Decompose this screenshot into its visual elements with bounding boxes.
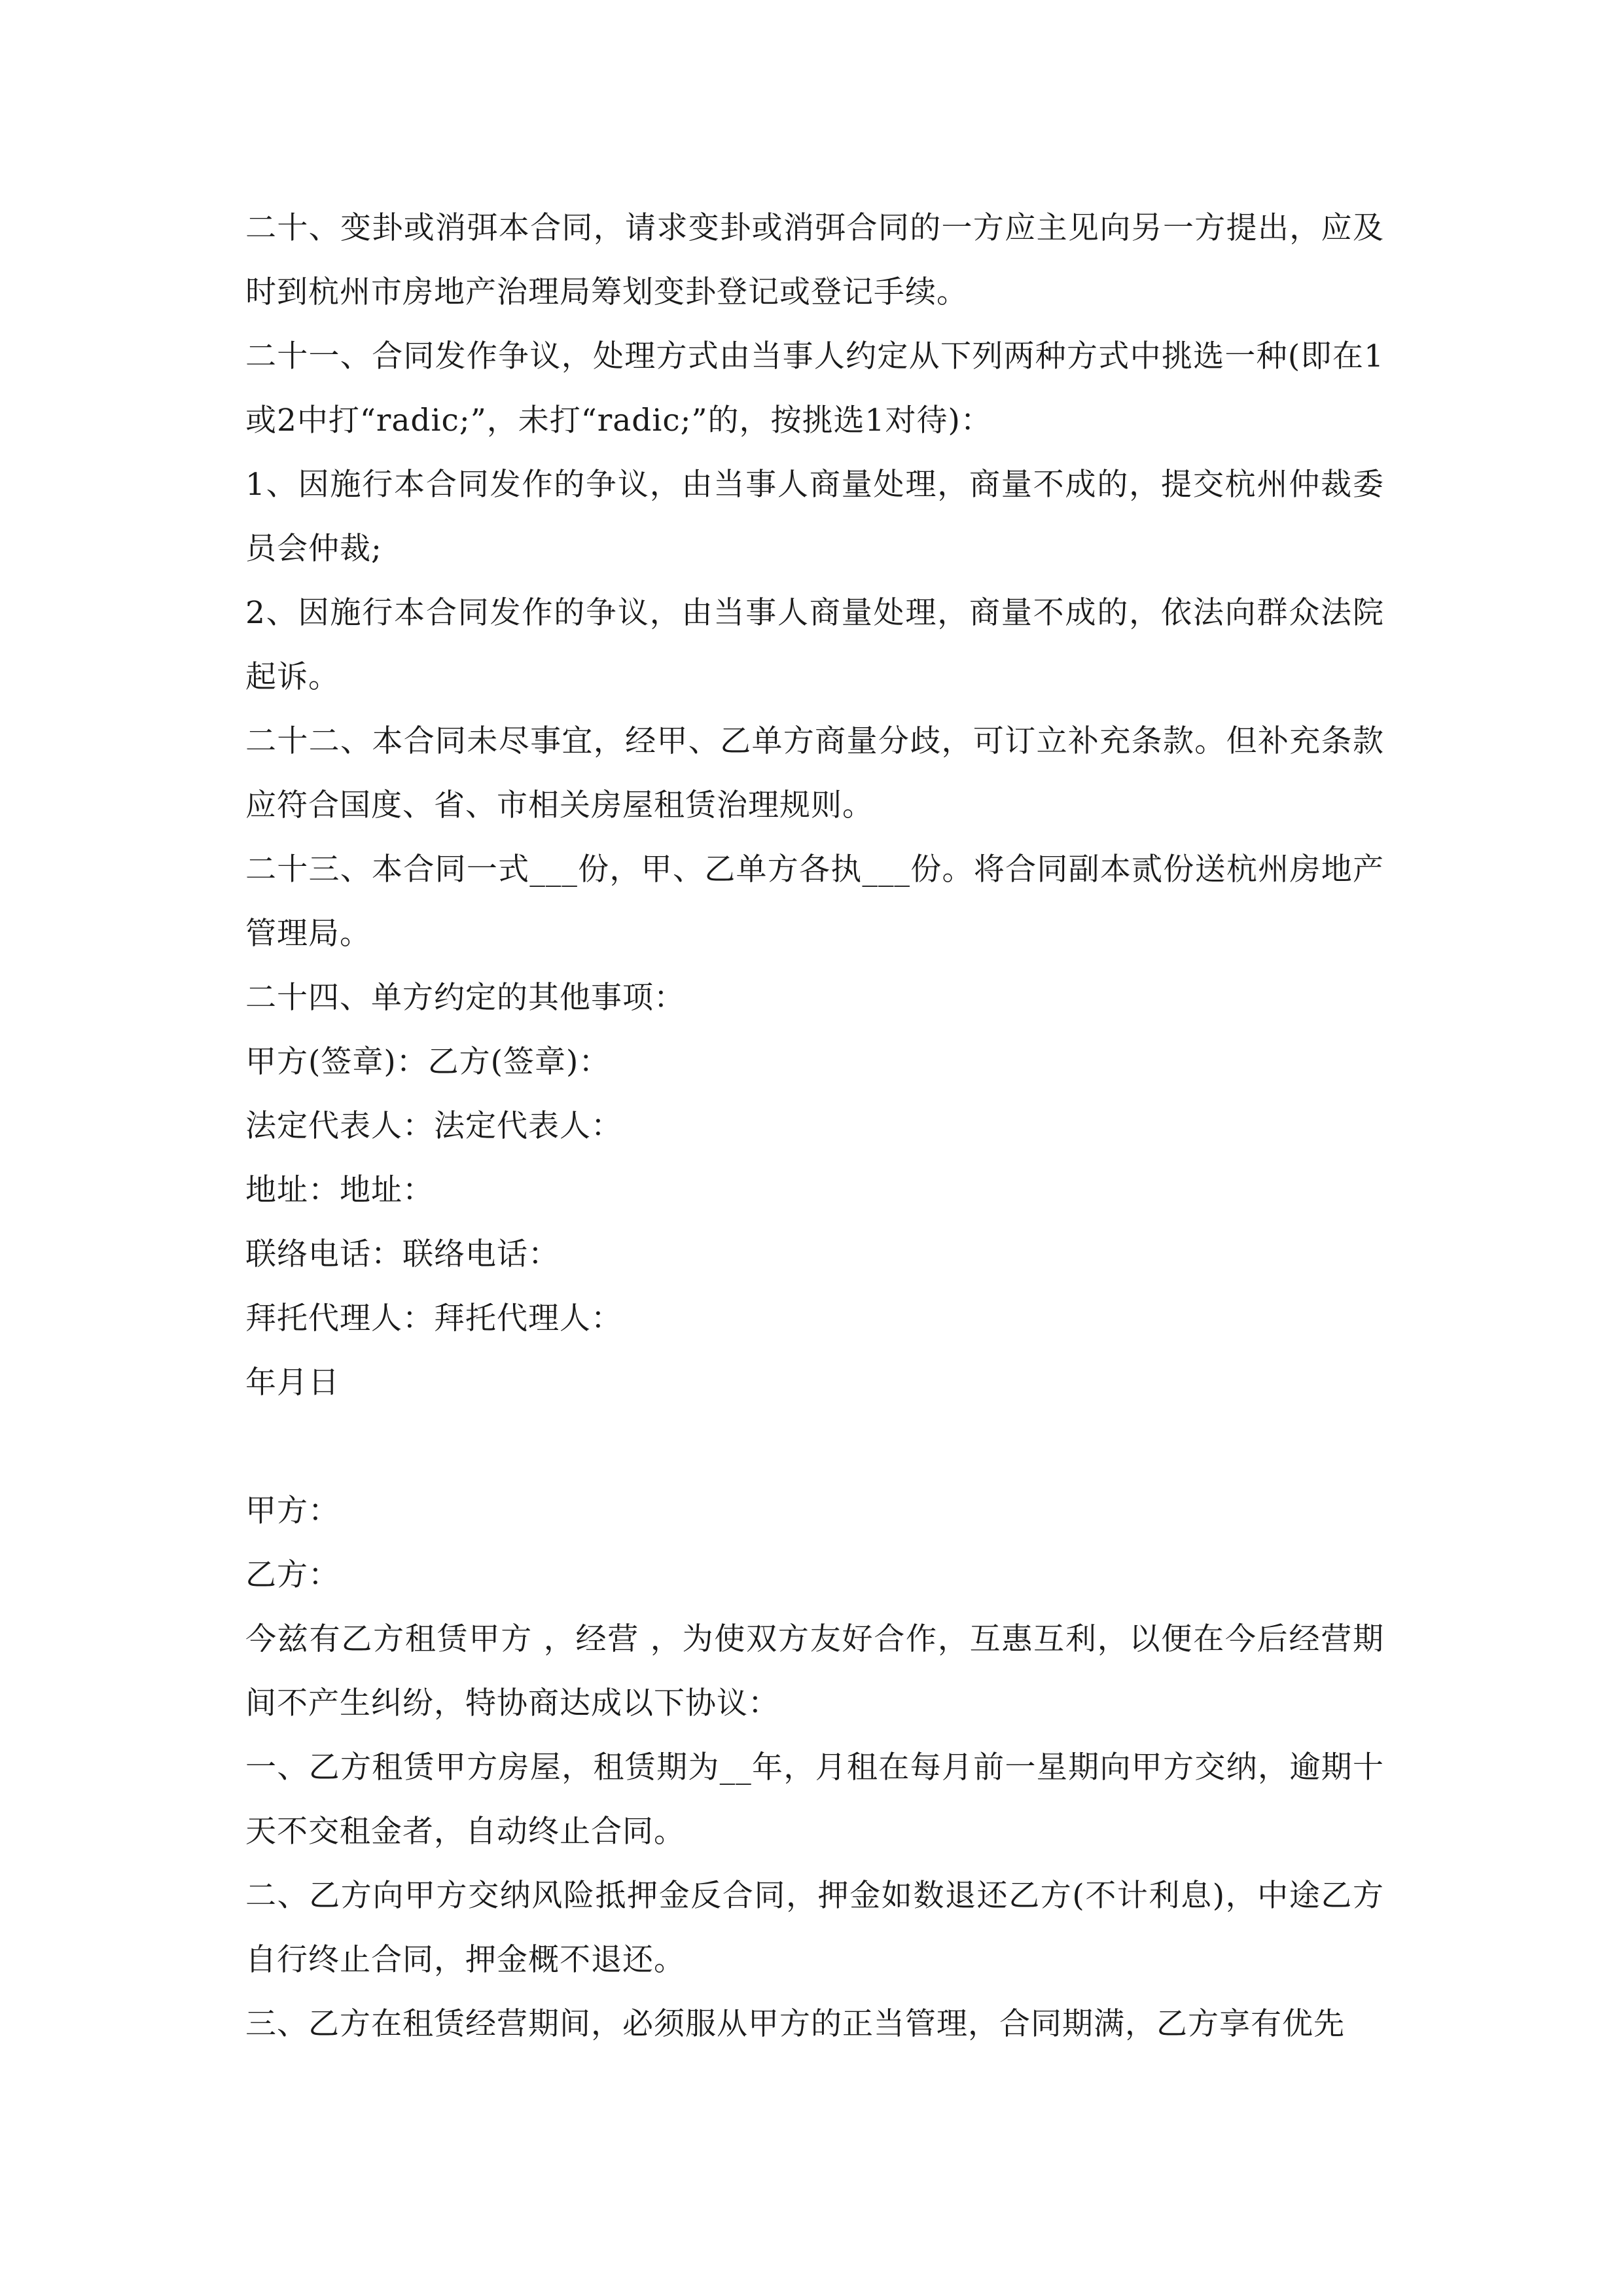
clause-22: 二十二、本合同未尽事宜，经甲、乙单方商量分歧，可订立补充条款。但补充条款应符合国度、省、市相关房屋租赁治理规则。 <box>245 723 1384 823</box>
clause-21-option-1: 1、因施行本合同发作的争议，由当事人商量处理，商量不成的，提交杭州仲裁委员会仲裁; <box>245 467 1384 567</box>
document-body <box>245 196 1384 2056</box>
party-a-line: 甲方： <box>245 1493 340 1529</box>
agreement-preamble: 今兹有乙方租赁甲方 ，经营 ，为使双方友好合作，互惠互利，以便在今后经营期间不产生纠纷，特协商达成以下协议： <box>245 1621 1384 1721</box>
section-gap <box>245 1415 1384 1479</box>
address-line: 地址：地址： <box>245 1172 434 1208</box>
legal-representative-line: 法定代表人：法定代表人： <box>245 1108 622 1144</box>
party-b-line: 乙方： <box>245 1557 340 1593</box>
clause-24: 二十四、单方约定的其他事项： <box>245 980 685 1016</box>
signature-line: 甲方(签章)：乙方(签章)： <box>245 1044 611 1080</box>
clause-23: 二十三、本合同一式___份，甲、乙单方各执___份。将合同副本贰份送杭州房地产管理局。 <box>245 852 1384 952</box>
phone-line: 联络电话：联络电话： <box>245 1236 560 1272</box>
clause-20: 二十、变卦或消弭本合同，请求变卦或消弭合同的一方应主见向另一方提出，应及时到杭州市房地产治理局筹划变卦登记或登记手续。 <box>245 210 1384 310</box>
clause-21: 二十一、合同发作争议，处理方式由当事人约定从下列两种方式中挑选一种(即在1或2中打“radic;”，未打“radic;”的，按挑选1对待)： <box>245 338 1384 439</box>
agreement-clause-2: 二、乙方向甲方交纳风险抵押金反合同，押金如数退还乙方(不计利息)，中途乙方自行终止合同，押金概不退还。 <box>245 1878 1384 1978</box>
date-line: 年月日 <box>245 1365 340 1401</box>
agreement-clause-3: 三、乙方在租赁经营期间，必须服从甲方的正当管理，合同期满，乙方享有优先 <box>245 2006 1345 2042</box>
clause-21-option-2: 2、因施行本合同发作的争议，由当事人商量处理，商量不成的，依法向群众法院起诉。 <box>245 595 1384 695</box>
agent-line: 拜托代理人：拜托代理人： <box>245 1300 622 1336</box>
agreement-clause-1: 一、乙方租赁甲方房屋，租赁期为__年，月租在每月前一星期向甲方交纳，逾期十天不交租金者，自动终止合同。 <box>245 1749 1384 1850</box>
